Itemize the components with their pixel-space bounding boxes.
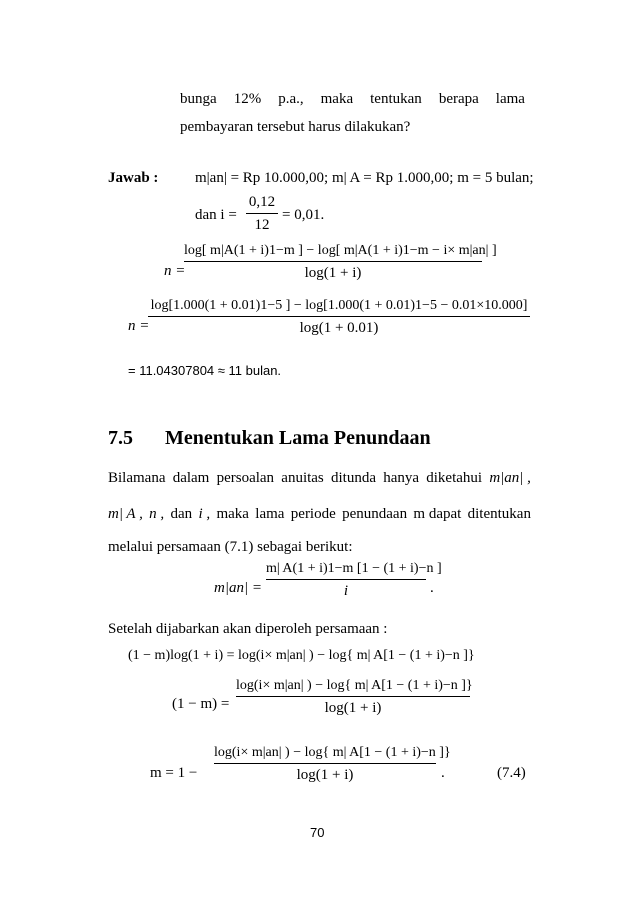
eq5-fraction — [236, 678, 473, 717]
dan-i-prefix: dan i = — [195, 207, 237, 223]
word: Bilamana — [108, 470, 166, 486]
eq2-den: log(1 + 0.01) — [299, 320, 379, 336]
para-line-2 — [108, 506, 531, 523]
word: 12% — [233, 91, 262, 107]
eq6-num: log(i× m|an| ) − log{ m| A[1 − (1 + i)−n ]} — [214, 745, 451, 760]
word: diketahui — [426, 470, 483, 486]
word: lama — [255, 506, 285, 522]
para-line-1 — [108, 470, 531, 487]
given-text: m|an| = Rp 10.000,00; m| A = Rp 1.000,00; m = 5 bulan; — [195, 170, 534, 186]
section-title: Menentukan Lama Penundaan — [165, 427, 431, 449]
eq1-num: log[ m|A(1 + i)1−m ] − log[ m|A(1 + i)1−m − i× m|an| ] — [184, 243, 497, 258]
eq5-num: log(i× m|an| ) − log{ m| A[1 − (1 + i)−n ]} — [236, 678, 473, 693]
page-number: 70 — [310, 825, 325, 840]
i-fraction — [246, 194, 278, 234]
eq6-den: log(1 + i) — [296, 767, 354, 783]
word: maka — [320, 91, 354, 107]
word: n , — [149, 506, 165, 522]
eq2-num: log[1.000(1 + 0.01)1−5 ] − log[1.000(1 + 0.01)1−5 − 0.01×10.000] — [150, 298, 528, 313]
eq3-end: . — [430, 580, 434, 596]
question-line-1 — [180, 91, 525, 108]
eq1-lhs: n = — [164, 263, 186, 279]
word: lama — [495, 91, 525, 107]
dan-i-suffix: = 0,01. — [282, 207, 325, 223]
equation-tag: (7.4) — [497, 765, 526, 781]
eq2-bar — [148, 316, 530, 317]
question-line-2: pembayaran tersebut harus dilakukan? — [180, 119, 411, 135]
para-line-3: melalui persamaan (7.1) sebagai berikut: — [108, 539, 353, 555]
eq4: (1 − m)log(1 + i) = log(i× m|an| ) − log{ m| A[1 − (1 + i)−n ]} — [128, 648, 475, 663]
eq5-den: log(1 + i) — [324, 700, 382, 716]
eq3-fraction — [266, 561, 442, 600]
eq3-den: i — [343, 583, 349, 599]
word: anuitas — [281, 470, 324, 486]
eq6-lhs: m = 1 − — [150, 765, 198, 781]
frac-num: 0,12 — [248, 194, 276, 210]
eq3-bar — [266, 579, 426, 580]
eq5-bar — [236, 696, 470, 697]
word: i , — [198, 506, 211, 522]
frac-bar — [246, 213, 278, 214]
eq1-den: log(1 + i) — [304, 265, 362, 281]
word: m|an| , — [489, 470, 531, 486]
eq3-num: m| A(1 + i)1−m [1 − (1 + i)−n ] — [266, 561, 442, 576]
word: penundaan — [342, 506, 408, 522]
word: periode — [290, 506, 336, 522]
section-heading — [108, 427, 431, 450]
word: ditentukan — [467, 506, 531, 522]
word: persoalan — [216, 470, 275, 486]
section-number: 7.5 — [108, 427, 133, 449]
eq5-lhs: (1 − m) = — [172, 696, 230, 712]
eq6-bar — [214, 763, 436, 764]
word: maka — [216, 506, 249, 522]
eq2-lhs: n = — [128, 318, 150, 334]
setelah-line: Setelah dijabarkan akan diperoleh persamaan : — [108, 621, 388, 637]
word: m dapat — [413, 506, 462, 522]
word: dan — [170, 506, 193, 522]
word: ditunda — [331, 470, 376, 486]
eq1-bar — [184, 261, 482, 262]
given-values — [195, 170, 534, 187]
word: hanya — [383, 470, 420, 486]
word: tentukan — [370, 91, 422, 107]
frac-den: 12 — [254, 217, 270, 233]
word: m| A , — [108, 506, 143, 522]
word: dalam — [172, 470, 210, 486]
eq3-lhs: m|an| = — [214, 580, 262, 596]
word: p.a., — [278, 91, 304, 107]
word: berapa — [438, 91, 479, 107]
eq2-fraction — [148, 298, 530, 337]
jawab-label: Jawab : — [108, 170, 159, 186]
word: bunga — [180, 91, 217, 107]
eq1-fraction — [184, 243, 497, 282]
result-line: = 11.04307804 ≈ 11 bulan. — [128, 363, 282, 378]
eq6-end: . — [441, 765, 445, 781]
eq6-fraction — [214, 745, 451, 784]
